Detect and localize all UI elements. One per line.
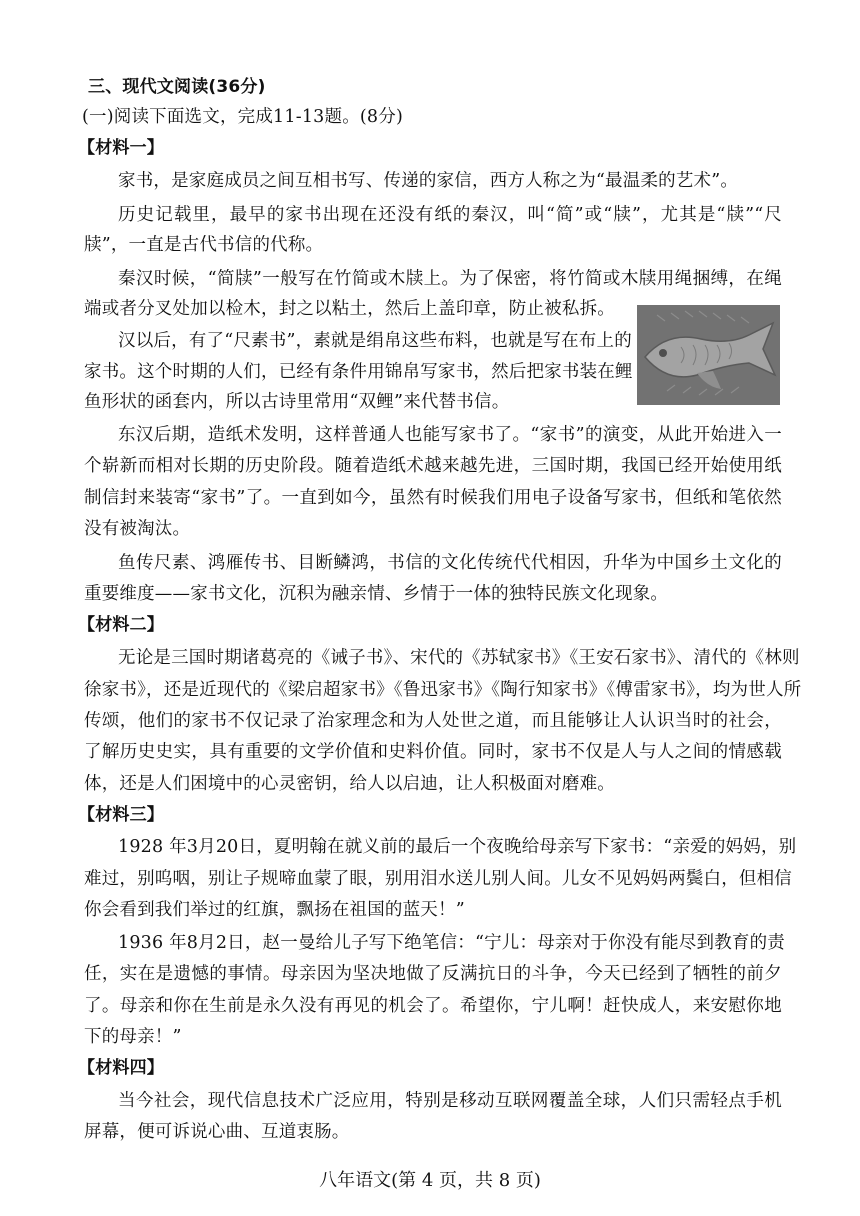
- paragraph-line: 东汉后期，造纸术发明，这样普通人也能写家书了。“家书”的演变，从此开始进入一: [118, 425, 782, 445]
- paragraph-line: 你会看到我们举过的红旗，飘扬在祖国的蓝天！”: [84, 900, 465, 920]
- paragraph-line: 个崭新而相对长期的历史阶段。随着造纸术越来越先进，三国时期，我国已经开始使用纸: [84, 456, 782, 476]
- paragraph-line: 屏幕，便可诉说心曲、互道衷肠。: [84, 1122, 350, 1142]
- paragraph-line: 体，还是人们困境中的心灵密钥，给人以启迪，让人积极面对磨难。: [84, 774, 615, 794]
- material4-label: 【材料四】: [78, 1058, 164, 1078]
- paragraph-line: 秦汉时候，“简牍”一般写在竹简或木牍上。为了保密，将竹简或木牍用绳捆缚，在绳: [118, 269, 782, 289]
- paragraph-line: 传颂，他们的家书不仅记录了治家理念和为人处世之道，而且能够让人认识当时的社会，: [84, 711, 782, 731]
- paragraph-line: 无论是三国时期诸葛亮的《诫子书》、宋代的《苏轼家书》《王安石家书》、清代的《林则: [118, 648, 800, 668]
- paragraph-line: 难过，别呜咽，别让子规啼血蒙了眼，别用泪水送儿别人间。儿女不见妈妈两鬓白，但相信: [84, 869, 792, 889]
- paragraph-line: 家书。这个时期的人们，已经有条件用锦帛写家书，然后把家书装在鲤: [84, 362, 633, 382]
- paragraph-line: 端或者分叉处加以检木，封之以粘土，然后上盖印章，防止被私拆。: [84, 299, 615, 319]
- paragraph-line: 牍”，一直是古代书信的代称。: [84, 235, 324, 255]
- paragraph-line: 制信封来装寄“家书”了。一直到如今，虽然有时候我们用电子设备写家书，但纸和笔依然: [84, 488, 782, 508]
- paragraph-line: 徐家书》，还是近现代的《梁启超家书》《鲁迅家书》《陶行知家书》《傅雷家书》，均为世人所: [84, 680, 802, 700]
- paragraph-line: 了解历史史实，具有重要的文学价值和史料价值。同时，家书不仅是人与人之间的情感载: [84, 742, 782, 762]
- page-footer: 八年语文(第 4 页，共 8 页): [319, 1170, 541, 1191]
- paragraph-line: 没有被淘汰。: [84, 519, 191, 539]
- double-carp-relief-image: [637, 305, 780, 405]
- paragraph-line: 历史记载里，最早的家书出现在还没有纸的秦汉，叫“简”或“牍”，尤其是“牍”“尺: [118, 205, 782, 225]
- material2-label: 【材料二】: [78, 615, 164, 635]
- material1-label: 【材料一】: [78, 138, 164, 158]
- paragraph-line: 了。母亲和你在生前是永久没有再见的机会了。希望你，宁儿啊！赶快成人，来安慰你地: [84, 996, 782, 1016]
- paragraph-line: 重要维度——家书文化，沉积为融亲情、乡情于一体的独特民族文化现象。: [84, 584, 669, 604]
- paragraph-line: 下的母亲！”: [84, 1027, 182, 1047]
- paragraph-line: 鱼传尺素、鸿雁传书、目断鳞鸿，书信的文化传统代代相因，升华为中国乡土文化的: [118, 553, 782, 573]
- paragraph-line: 当今社会，现代信息技术广泛应用，特别是移动互联网覆盖全球，人们只需轻点手机: [118, 1091, 782, 1111]
- paragraph-line: 任，实在是遗憾的事情。母亲因为坚决地做了反满抗日的斗争，今天已经到了牺牲的前夕: [84, 964, 782, 984]
- paragraph-line: 1936 年8月2日，赵一曼给儿子写下绝笔信：“宁儿：母亲对于你没有能尽到教育的责: [118, 933, 786, 953]
- paragraph-line: 鱼形状的函套内，所以古诗里常用“双鲤”来代替书信。: [84, 392, 510, 412]
- section-heading: 三、现代文阅读(36分): [88, 77, 266, 97]
- paragraph-line: 家书，是家庭成员之间互相书写、传递的家信，西方人称之为“最温柔的艺术”。: [118, 171, 739, 191]
- fish-relief-picture: [637, 305, 780, 405]
- paragraph-line: 1928 年3月20日，夏明翰在就义前的最后一个夜晚给母亲写下家书：“亲爱的妈妈，别: [118, 837, 797, 857]
- question-intro: (一)阅读下面选文，完成11-13题。(8分): [82, 107, 403, 127]
- paragraph-line: 汉以后，有了“尺素书”，素就是绢帛这些布料，也就是写在布上的: [118, 331, 632, 351]
- material3-label: 【材料三】: [78, 805, 164, 825]
